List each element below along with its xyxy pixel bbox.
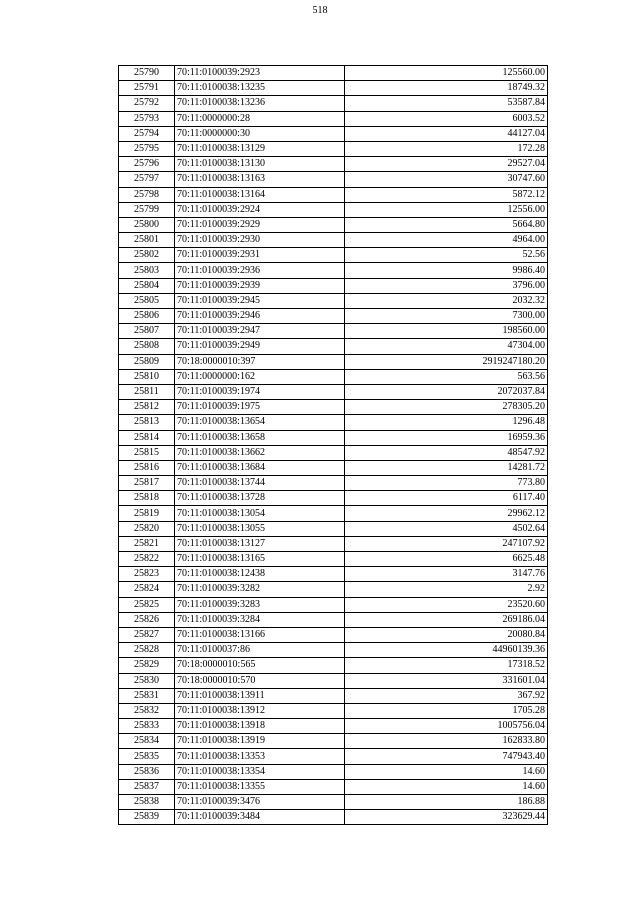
value-cell: 47304.00 <box>345 339 548 354</box>
cadastral-number-cell: 70:18:0000010:570 <box>175 673 345 688</box>
row-number-cell: 25813 <box>119 415 175 430</box>
value-cell: 1296.48 <box>345 415 548 430</box>
row-number-cell: 25834 <box>119 734 175 749</box>
table-row <box>119 567 548 582</box>
table-row <box>119 96 548 111</box>
value-cell: 278305.20 <box>345 400 548 415</box>
row-number-cell: 25808 <box>119 339 175 354</box>
cadastral-number-cell: 70:11:0100038:13353 <box>175 749 345 764</box>
cadastral-number-cell: 70:11:0100038:13728 <box>175 491 345 506</box>
value-cell: 198560.00 <box>345 324 548 339</box>
cadastral-number-cell: 70:11:0100038:13658 <box>175 430 345 445</box>
cadastral-number-cell: 70:11:0100038:13163 <box>175 172 345 187</box>
table-row <box>119 263 548 278</box>
table-row <box>119 187 548 202</box>
value-cell: 3147.76 <box>345 567 548 582</box>
row-number-cell: 25807 <box>119 324 175 339</box>
row-number-cell: 25822 <box>119 552 175 567</box>
table-row <box>119 764 548 779</box>
cadastral-number-cell: 70:11:0100038:13165 <box>175 552 345 567</box>
table-row <box>119 597 548 612</box>
value-cell: 17318.52 <box>345 658 548 673</box>
table-row <box>119 795 548 810</box>
row-number-cell: 25816 <box>119 460 175 475</box>
cadastral-number-cell: 70:11:0100038:13662 <box>175 445 345 460</box>
value-cell: 747943.40 <box>345 749 548 764</box>
row-number-cell: 25823 <box>119 567 175 582</box>
row-number-cell: 25832 <box>119 703 175 718</box>
row-number-cell: 25833 <box>119 719 175 734</box>
row-number-cell: 25811 <box>119 384 175 399</box>
value-cell: 2919247180.20 <box>345 354 548 369</box>
row-number-cell: 25799 <box>119 202 175 217</box>
row-number-cell: 25797 <box>119 172 175 187</box>
cadastral-number-cell: 70:11:0100039:2947 <box>175 324 345 339</box>
value-cell: 269186.04 <box>345 612 548 627</box>
cadastral-number-cell: 70:11:0100038:13654 <box>175 415 345 430</box>
row-number-cell: 25828 <box>119 643 175 658</box>
value-cell: 53587.84 <box>345 96 548 111</box>
row-number-cell: 25810 <box>119 369 175 384</box>
table-row <box>119 81 548 96</box>
cadastral-number-cell: 70:11:0100039:1974 <box>175 384 345 399</box>
cadastral-number-cell: 70:11:0100039:2936 <box>175 263 345 278</box>
table-row <box>119 384 548 399</box>
value-cell: 48547.92 <box>345 445 548 460</box>
value-cell: 6625.48 <box>345 552 548 567</box>
row-number-cell: 25837 <box>119 779 175 794</box>
table-row <box>119 202 548 217</box>
table-row <box>119 749 548 764</box>
table-row <box>119 688 548 703</box>
table-row <box>119 248 548 263</box>
table-row <box>119 536 548 551</box>
value-cell: 172.28 <box>345 141 548 156</box>
table-row <box>119 400 548 415</box>
cadastral-number-cell: 70:11:0100038:13055 <box>175 521 345 536</box>
row-number-cell: 25802 <box>119 248 175 263</box>
cadastral-number-cell: 70:11:0100038:13235 <box>175 81 345 96</box>
row-number-cell: 25792 <box>119 96 175 111</box>
cadastral-number-cell: 70:11:0100038:13919 <box>175 734 345 749</box>
cadastral-number-cell: 70:11:0100039:2949 <box>175 339 345 354</box>
table-row <box>119 703 548 718</box>
value-cell: 14281.72 <box>345 460 548 475</box>
row-number-cell: 25809 <box>119 354 175 369</box>
value-cell: 14.60 <box>345 764 548 779</box>
row-number-cell: 25835 <box>119 749 175 764</box>
page-number: 518 <box>312 5 328 16</box>
cadastral-number-cell: 70:11:0100039:3476 <box>175 795 345 810</box>
cadastral-number-cell: 70:18:0000010:565 <box>175 658 345 673</box>
table-row <box>119 521 548 536</box>
cadastral-number-cell: 70:11:0100038:13164 <box>175 187 345 202</box>
cadastral-number-cell: 70:11:0100039:2939 <box>175 278 345 293</box>
table-row <box>119 719 548 734</box>
cadastral-number-cell: 70:11:0100038:13129 <box>175 141 345 156</box>
row-number-cell: 25795 <box>119 141 175 156</box>
value-cell: 6003.52 <box>345 111 548 126</box>
table-row <box>119 734 548 749</box>
value-cell: 14.60 <box>345 779 548 794</box>
row-number-cell: 25812 <box>119 400 175 415</box>
row-number-cell: 25821 <box>119 536 175 551</box>
value-cell: 563.56 <box>345 369 548 384</box>
cadastral-number-cell: 70:11:0100039:2931 <box>175 248 345 263</box>
table-row <box>119 779 548 794</box>
cadastral-number-cell: 70:11:0100039:3484 <box>175 810 345 825</box>
table-row <box>119 460 548 475</box>
value-cell: 5872.12 <box>345 187 548 202</box>
table-row <box>119 476 548 491</box>
cadastral-number-cell: 70:11:0100037:86 <box>175 643 345 658</box>
row-number-cell: 25818 <box>119 491 175 506</box>
value-cell: 2.92 <box>345 582 548 597</box>
row-number-cell: 25825 <box>119 597 175 612</box>
row-number-cell: 25829 <box>119 658 175 673</box>
table-row <box>119 293 548 308</box>
table-row <box>119 324 548 339</box>
value-cell: 331601.04 <box>345 673 548 688</box>
row-number-cell: 25827 <box>119 627 175 642</box>
row-number-cell: 25839 <box>119 810 175 825</box>
cadastral-number-cell: 70:11:0100038:13354 <box>175 764 345 779</box>
value-cell: 52.56 <box>345 248 548 263</box>
table-row <box>119 339 548 354</box>
value-cell: 7300.00 <box>345 309 548 324</box>
table-row <box>119 445 548 460</box>
cadastral-number-cell: 70:11:0100039:2930 <box>175 233 345 248</box>
cadastral-number-cell: 70:11:0100038:13911 <box>175 688 345 703</box>
row-number-cell: 25820 <box>119 521 175 536</box>
row-number-cell: 25798 <box>119 187 175 202</box>
table-row <box>119 658 548 673</box>
row-number-cell: 25800 <box>119 217 175 232</box>
value-cell: 5664.80 <box>345 217 548 232</box>
table-row <box>119 582 548 597</box>
table-row <box>119 172 548 187</box>
table-row <box>119 111 548 126</box>
value-cell: 125560.00 <box>345 66 548 81</box>
table-row <box>119 233 548 248</box>
cadastral-number-cell: 70:11:0100038:13236 <box>175 96 345 111</box>
value-cell: 20080.84 <box>345 627 548 642</box>
row-number-cell: 25824 <box>119 582 175 597</box>
value-cell: 29527.04 <box>345 157 548 172</box>
value-cell: 1005756.04 <box>345 719 548 734</box>
row-number-cell: 25801 <box>119 233 175 248</box>
cadastral-number-cell: 70:11:0100038:12438 <box>175 567 345 582</box>
row-number-cell: 25819 <box>119 506 175 521</box>
row-number-cell: 25803 <box>119 263 175 278</box>
table-row <box>119 217 548 232</box>
cadastral-number-cell: 70:11:0100038:13684 <box>175 460 345 475</box>
table-row <box>119 506 548 521</box>
row-number-cell: 25805 <box>119 293 175 308</box>
table-row <box>119 126 548 141</box>
row-number-cell: 25794 <box>119 126 175 141</box>
cadastral-number-cell: 70:11:0000000:162 <box>175 369 345 384</box>
cadastral-number-cell: 70:11:0100039:3284 <box>175 612 345 627</box>
table-row <box>119 66 548 81</box>
value-cell: 186.88 <box>345 795 548 810</box>
cadastral-number-cell: 70:11:0100039:2924 <box>175 202 345 217</box>
table-row <box>119 309 548 324</box>
row-number-cell: 25791 <box>119 81 175 96</box>
row-number-cell: 25796 <box>119 157 175 172</box>
table-row <box>119 369 548 384</box>
table-row <box>119 141 548 156</box>
value-cell: 4964.00 <box>345 233 548 248</box>
cadastral-number-cell: 70:11:0100038:13355 <box>175 779 345 794</box>
value-cell: 247107.92 <box>345 536 548 551</box>
value-cell: 9986.40 <box>345 263 548 278</box>
value-cell: 323629.44 <box>345 810 548 825</box>
value-cell: 773.80 <box>345 476 548 491</box>
row-number-cell: 25817 <box>119 476 175 491</box>
value-cell: 2032.32 <box>345 293 548 308</box>
cadastral-number-cell: 70:11:0100039:3283 <box>175 597 345 612</box>
value-cell: 2072037.84 <box>345 384 548 399</box>
cadastral-number-cell: 70:11:0100039:3282 <box>175 582 345 597</box>
cadastral-number-cell: 70:18:0000010:397 <box>175 354 345 369</box>
cadastral-number-cell: 70:11:0100038:13744 <box>175 476 345 491</box>
table-row <box>119 810 548 825</box>
cadastral-number-cell: 70:11:0100038:13912 <box>175 703 345 718</box>
table-row <box>119 415 548 430</box>
value-cell: 4502.64 <box>345 521 548 536</box>
cadastral-number-cell: 70:11:0100038:13127 <box>175 536 345 551</box>
value-cell: 18749.32 <box>345 81 548 96</box>
value-cell: 367.92 <box>345 688 548 703</box>
row-number-cell: 25815 <box>119 445 175 460</box>
row-number-cell: 25806 <box>119 309 175 324</box>
value-cell: 3796.00 <box>345 278 548 293</box>
row-number-cell: 25838 <box>119 795 175 810</box>
cadastral-number-cell: 70:11:0000000:28 <box>175 111 345 126</box>
row-number-cell: 25793 <box>119 111 175 126</box>
cadastral-number-cell: 70:11:0100039:2946 <box>175 309 345 324</box>
table-row <box>119 278 548 293</box>
row-number-cell: 25831 <box>119 688 175 703</box>
row-number-cell: 25804 <box>119 278 175 293</box>
cadastral-number-cell: 70:11:0100038:13166 <box>175 627 345 642</box>
value-cell: 12556.00 <box>345 202 548 217</box>
cadastral-number-cell: 70:11:0100038:13054 <box>175 506 345 521</box>
table-body <box>119 66 548 825</box>
row-number-cell: 25814 <box>119 430 175 445</box>
value-cell: 6117.40 <box>345 491 548 506</box>
cadastral-number-cell: 70:11:0100039:2923 <box>175 66 345 81</box>
value-cell: 1705.28 <box>345 703 548 718</box>
table-row <box>119 673 548 688</box>
cadastral-number-cell: 70:11:0100039:2945 <box>175 293 345 308</box>
value-cell: 44960139.36 <box>345 643 548 658</box>
row-number-cell: 25830 <box>119 673 175 688</box>
value-cell: 44127.04 <box>345 126 548 141</box>
table-row <box>119 612 548 627</box>
table-row <box>119 354 548 369</box>
row-number-cell: 25836 <box>119 764 175 779</box>
value-cell: 23520.60 <box>345 597 548 612</box>
table-row <box>119 643 548 658</box>
row-number-cell: 25826 <box>119 612 175 627</box>
value-cell: 29962.12 <box>345 506 548 521</box>
cadastral-number-cell: 70:11:0000000:30 <box>175 126 345 141</box>
cadastral-number-cell: 70:11:0100038:13918 <box>175 719 345 734</box>
table-row <box>119 552 548 567</box>
table-row <box>119 627 548 642</box>
cadastral-number-cell: 70:11:0100038:13130 <box>175 157 345 172</box>
table-row <box>119 157 548 172</box>
value-cell: 162833.80 <box>345 734 548 749</box>
cadastral-number-cell: 70:11:0100039:2929 <box>175 217 345 232</box>
table-row <box>119 430 548 445</box>
row-number-cell: 25790 <box>119 66 175 81</box>
value-cell: 16959.36 <box>345 430 548 445</box>
data-table <box>118 65 548 825</box>
table-row <box>119 491 548 506</box>
value-cell: 30747.60 <box>345 172 548 187</box>
cadastral-number-cell: 70:11:0100039:1975 <box>175 400 345 415</box>
